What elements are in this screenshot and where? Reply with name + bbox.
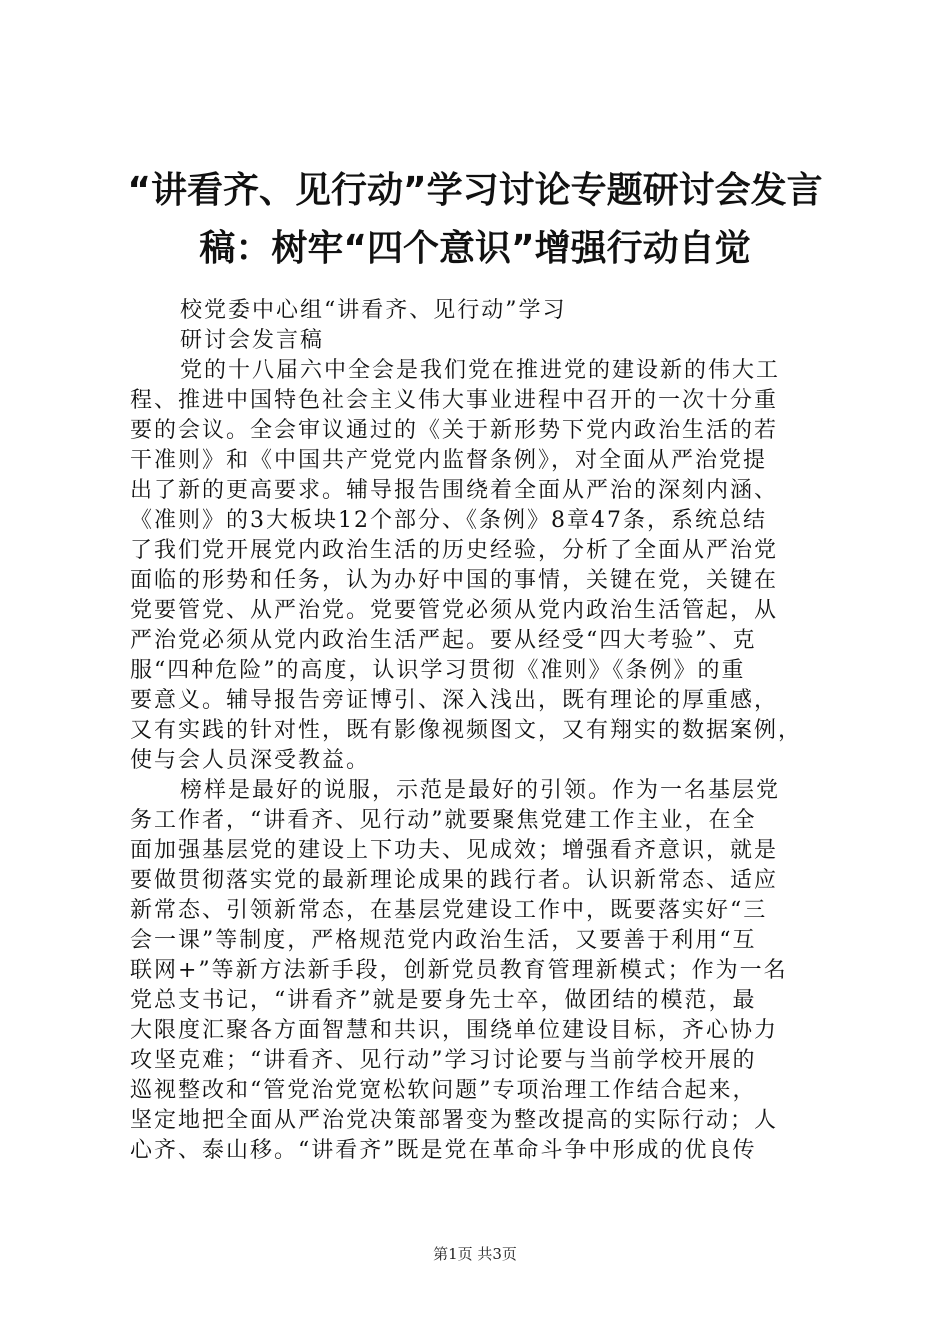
- paragraph-line: 又有实践的针对性，既有影像视频图文，又有翔实的数据案例，: [130, 718, 803, 743]
- paragraph-line: 攻坚克难；“讲看齐、见行动”学习讨论要与当前学校开展的: [130, 1048, 757, 1073]
- paragraph-line: 了我们党开展党内政治生活的历史经验，分析了全面从严治党: [130, 538, 779, 563]
- paragraph-line: 党要管党、从严治党。党要管党必须从党内政治生活管起，从: [130, 598, 779, 623]
- document-title: [110, 162, 840, 278]
- paragraph-line: 务工作者，“讲看齐、见行动”就要聚焦党建工作主业，在全: [130, 808, 757, 833]
- paragraph-line: 《准则》的3大板块12个部分、《条例》8章47条，系统总结: [130, 508, 767, 533]
- subtitle-line: 研讨会发言稿: [180, 328, 325, 353]
- paragraph-2: [130, 776, 850, 1166]
- paragraph-line: 要意义。辅导报告旁证博引、深入浅出，既有理论的厚重感，: [130, 688, 779, 713]
- paragraph-line: 出了新的更高要求。辅导报告围绕着全面从严治的深刻内涵、: [130, 478, 779, 503]
- paragraph-1: [130, 356, 850, 776]
- paragraph-line: 干准则》和《中国共产党党内监督条例》，对全面从严治党提: [130, 448, 768, 473]
- paragraph-line: 坚定地把全面从严治党决策部署变为整改提高的实际行动；人: [130, 1108, 779, 1133]
- paragraph-line: 联网+”等新方法新手段，创新党员教育管理新模式；作为一名: [130, 958, 788, 983]
- paragraph-line: 会一课”等制度，严格规范党内政治生活，又要善于利用“互: [130, 928, 757, 953]
- paragraph-line: 党总支书记，“讲看齐”就是要身先士卒，做团结的模范，最: [130, 988, 757, 1013]
- page-footer: 第1页 共3页: [433, 1245, 517, 1263]
- paragraph-line: 心齐、泰山移。“讲看齐”既是党在革命斗争中形成的优良传: [130, 1138, 757, 1163]
- paragraph-line: 面临的形势和任务，认为办好中国的事情，关键在党，关键在: [130, 568, 779, 593]
- paragraph-line: 程、推进中国特色社会主义伟大事业进程中召开的一次十分重: [130, 388, 779, 413]
- paragraph-line: 服“四种危险”的高度，认识学习贯彻《准则》《条例》的重: [130, 658, 746, 683]
- document-body: [130, 296, 850, 1166]
- paragraph-line: 面加强基层党的建设上下功夫、见成效；增强看齐意识，就是: [130, 838, 779, 863]
- subtitle-line: 校党委中心组“讲看齐、见行动”学习: [180, 298, 567, 323]
- title-line-2: 稿：树牢“四个意识”增强行动自觉: [199, 228, 751, 269]
- paragraph-line: 大限度汇聚各方面智慧和共识，围绕单位建设目标，齐心协力: [130, 1018, 779, 1043]
- paragraph-line: 要的会议。全会审议通过的《关于新形势下党内政治生活的若: [130, 418, 779, 443]
- paragraph-line: 榜样是最好的说服，示范是最好的引领。作为一名基层党: [180, 778, 781, 803]
- paragraph-line: 党的十八届六中全会是我们党在推进党的建设新的伟大工: [180, 358, 781, 383]
- title-line-1: “讲看齐、见行动”学习讨论专题研讨会发言: [127, 170, 823, 211]
- paragraph-line: 新常态、引领新常态，在基层党建设工作中，既要落实好“三: [130, 898, 768, 923]
- paragraph-line: 巡视整改和“管党治党宽松软问题”专项治理工作结合起来，: [130, 1078, 757, 1103]
- paragraph-line: 使与会人员深受教益。: [130, 748, 371, 773]
- paragraph-line: 要做贯彻落实党的最新理论成果的践行者。认识新常态、适应: [130, 868, 779, 893]
- subtitle: [130, 296, 850, 356]
- paragraph-line: 严治党必须从党内政治生活严起。要从经受“四大考验”、克: [130, 628, 757, 653]
